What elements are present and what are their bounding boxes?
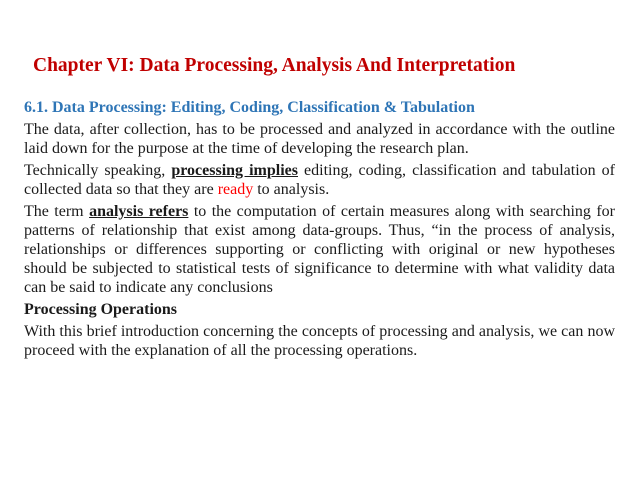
- highlight-ready: ready: [217, 181, 254, 198]
- slide-title: Chapter VI: Data Processing, Analysis And Interpretation: [33, 55, 516, 76]
- keyword-analysis-refers: analysis refers: [89, 203, 189, 220]
- paragraph-processing-post: to analysis.: [253, 181, 330, 198]
- paragraph-intro: The data, after collection, has to be processed and analyzed in accordance with the outline laid down for the purpose at the time of developing the research plan.: [24, 121, 615, 157]
- slide-body: [24, 98, 615, 363]
- paragraph-processing-pre: Technically speaking,: [24, 162, 172, 179]
- keyword-processing-implies: processing implies: [171, 162, 298, 179]
- paragraph-analysis-pre: The term: [24, 203, 90, 220]
- subheading-processing-operations: Processing Operations: [24, 301, 178, 318]
- paragraph-analysis-post: to the computation of certain measures along with searching for patterns of relationship that exist among data-groups. Thus, “in the process of analysis, relationships or differences supporting or conflicting with original or new hypotheses should be subjected to statistical tests of significance to determine with what validity data can be said to indicate any conclusions: [24, 203, 615, 296]
- paragraph-conclusion: With this brief introduction concerning the concepts of processing and analysis, we can now proceed with the explanation of all the processing operations.: [24, 323, 615, 359]
- paragraph-processing-mid: editing, coding, classification and tabulation of collected data so that they are: [24, 162, 615, 198]
- section-heading: 6.1. Data Processing: Editing, Coding, Classification & Tabulation: [24, 99, 475, 116]
- paragraph-processing: [24, 161, 615, 199]
- paragraph-analysis: [24, 202, 615, 297]
